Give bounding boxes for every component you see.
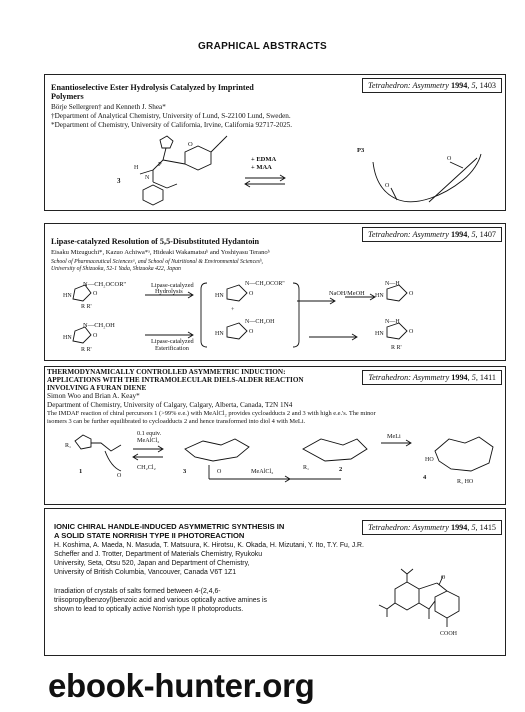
compound-label-3: 3 [183, 468, 187, 475]
author-line: University, Seta, Otsu 520, Japan and Department of Chemistry, [54, 560, 250, 567]
authors: Eisaku Mizuguchi*, Kazuo Achiwa*ᵃ, Hideaki Wakamatsuᵇ and Yoshiyasu Teranoᵇ [51, 249, 270, 256]
top-substituent: N—CH₂OCOR'' [83, 281, 126, 288]
solvent-label: CH₂Cl₂ [137, 464, 156, 471]
affiliation: Department of Chemistry, University of Calgary, Calgary, Alberta, Canada, T2N 1N4 [47, 401, 293, 409]
svg-text:R₁ HO: R₁ HO [457, 479, 474, 485]
compound-label-4: 4 [423, 474, 427, 481]
page-title: GRAPHICAL ABSTRACTS [197, 41, 328, 52]
citation-1: Tetrahedron: Asymmetry 1994, 5, 1403 [362, 78, 502, 93]
svg-text:O: O [188, 141, 193, 148]
svg-text:R R': R R' [81, 347, 92, 353]
reagent-top: MeAlCl₂ [137, 437, 160, 444]
compound-label-2: 2 [339, 466, 343, 473]
abstract-4 [44, 508, 506, 656]
svg-text:HN: HN [375, 331, 384, 337]
reagent-top: 0.1 equiv. [137, 430, 162, 437]
abstract-body-line: Irradiation of crystals of salts formed between 4-(2,4,6- [54, 588, 221, 595]
abstract-1 [44, 74, 506, 211]
abstract-body-line: isomers 3 can be further equilibrated to cycloadducts 2 and hence transformed into diol 4 with MeLi. [47, 418, 306, 425]
abstract-title-line: INVOLVING A FURAN DIENE [47, 384, 147, 392]
svg-text:HN: HN [215, 331, 224, 337]
svg-text:O: O [217, 469, 222, 475]
svg-text:O: O [385, 183, 390, 189]
reagent-edma: + EDMA [251, 156, 277, 163]
svg-text:HN: HN [63, 335, 72, 341]
citation-4: Tetrahedron: Asymmetry 1994, 5, 1415 [362, 520, 502, 535]
svg-text:N—CH₂OH: N—CH₂OH [245, 319, 275, 325]
bottom-substituent: N—CH₂OH [83, 322, 115, 329]
citation-page: 1411 [479, 373, 496, 382]
hydrolysis-label: Hydrolysis [155, 288, 183, 295]
esterification-label: Esterification [155, 345, 189, 352]
svg-text:O: O [447, 156, 452, 162]
svg-text:H: H [134, 165, 139, 171]
svg-text:O: O [249, 291, 254, 297]
abstract-title-line: Enantioselective Ester Hydrolysis Catalyzed by Imprinted [51, 83, 254, 92]
author-line: Scheffer and J. Trotter, Department of Materials Chemistry, Ryukoku [54, 551, 263, 558]
reaction-scheme-2 [45, 275, 506, 360]
svg-text:N—H: N—H [385, 281, 400, 287]
base-label: NaOH/MeOH [329, 290, 365, 297]
author-line: H. Koshima, A. Maeda, N. Masuda, T. Matsuura, K. Hirotsu, K. Okada, H. Mizutani, Y. Ito, T.Y. Fu, J.R. [54, 542, 364, 549]
citation-volume: 5 [471, 230, 476, 239]
authors: Börje Sellergren† and Kenneth J. Shea* [51, 103, 166, 111]
affiliation: School of Pharmaceutical Sciencesᵃ, and School of Nutritional & Environmental Sciencesᵇ, [51, 259, 263, 265]
affiliation: †Department of Analytical Chemistry, University of Lund, S-22100 Lund, Sweden. [51, 112, 291, 120]
svg-text:O: O [249, 329, 254, 335]
citation-page: 1407 [479, 230, 496, 239]
citation-year: 1994 [451, 373, 468, 382]
citation-3: Tetrahedron: Asymmetry 1994, 5, 1411 [362, 370, 502, 385]
abstract-body-line: triisopropylbenzoyl)benzoic acid and various optically active amines is [54, 597, 267, 604]
abstract-title-line: THERMODYNAMICALLY CONTROLLED ASYMMETRIC INDUCTION: [47, 368, 286, 376]
svg-text:P: P [158, 161, 162, 168]
citation-year: 1994 [450, 523, 468, 532]
abstract-body-line: shown to lead to optically active Norrish type II photoproducts. [54, 606, 244, 613]
reaction-scheme-3 [45, 427, 506, 503]
svg-text:HN: HN [375, 293, 384, 299]
polymer-label: P3 [357, 147, 365, 154]
author-line: University of British Columbia, Vancouver, Canada V6T 1Z1 [54, 569, 237, 576]
svg-text:O: O [409, 291, 414, 297]
affiliation: University of Shizuoka, 52-1 Yada, Shizuoka 422, Japan [51, 266, 181, 272]
svg-text:N—CH₂OCOR'': N—CH₂OCOR'' [245, 281, 285, 287]
svg-text:O: O [93, 291, 98, 297]
citation-page: 1415 [479, 523, 496, 532]
svg-text:HN: HN [215, 293, 224, 299]
svg-text:N—H: N—H [385, 319, 400, 325]
svg-text:R₁: R₁ [303, 465, 310, 471]
svg-text:R₁: R₁ [65, 443, 72, 449]
authors: Simon Woo and Brian A. Keay* [47, 392, 140, 400]
svg-text:N: N [145, 175, 150, 181]
hydrolysis-label: Lipase-catalyzed [151, 282, 194, 289]
svg-text:O: O [117, 473, 122, 479]
svg-text:O: O [409, 329, 414, 335]
citation-journal: Tetrahedron: Asymmetry [368, 523, 449, 532]
reagent-maa: + MAA [251, 164, 272, 171]
watermark-text: ebook-hunter.org [48, 667, 315, 704]
abstract-title-line: A SOLID STATE NORRISH TYPE II PHOTOREACTION [54, 531, 245, 540]
abstract-title: Lipase-catalyzed Resolution of 5,5-Disubstituted Hydantoin [51, 237, 260, 246]
svg-text:O: O [441, 575, 446, 581]
compound-label-1: 1 [79, 468, 83, 475]
citation-journal: Tetrahedron: Asymmetry [368, 373, 450, 382]
citation-2: Tetrahedron: Asymmetry 1994, 5, 1407 [362, 227, 502, 242]
citation-volume: 5 [471, 523, 476, 532]
abstract-3 [44, 366, 506, 505]
citation-year: 1994 [450, 230, 468, 239]
meli-label: MeLi [387, 433, 401, 440]
svg-text:R R': R R' [391, 345, 402, 351]
citation-volume: 5 [471, 81, 476, 90]
abstract-title-line: APPLICATIONS WITH THE INTRAMOLECULAR DIELS-ALDER REACTION [47, 376, 304, 384]
citation-volume: 5 [471, 373, 476, 382]
esterification-label: Lipase-catalyzed [151, 338, 194, 345]
svg-text:O: O [93, 333, 98, 339]
affiliation: *Department of Chemistry, University of California, Irvine, California 92717-2025. [51, 121, 293, 129]
compound-label-3: 3 [117, 177, 121, 185]
reaction-scheme-1 [45, 132, 506, 211]
svg-text:HN: HN [63, 293, 72, 299]
carboxyl-label: COOH [440, 631, 458, 637]
reagent-mid: MeAlCl₂ [251, 468, 274, 475]
abstract-2 [44, 223, 506, 361]
svg-text:R R': R R' [81, 304, 92, 310]
citation-journal: Tetrahedron: Asymmetry [368, 230, 449, 239]
molecule-structure-4 [377, 573, 487, 653]
abstract-body-line: The IMDAF reaction of chiral percursors 1 (>99% e.e.) with MeAlCl₂ provides cycloadducts 2 and 3 with high e.e.'s. The minor [47, 410, 376, 417]
citation-page: 1403 [479, 81, 496, 90]
citation-journal: Tetrahedron: Asymmetry [368, 81, 449, 90]
abstract-title-line: Polymers [51, 92, 84, 101]
citation-year: 1994 [450, 81, 468, 90]
svg-text:HO: HO [425, 457, 434, 463]
abstract-title-line: IONIC CHIRAL HANDLE-INDUCED ASYMMETRIC SYNTHESIS IN [54, 522, 285, 531]
svg-text:+: + [231, 307, 235, 313]
